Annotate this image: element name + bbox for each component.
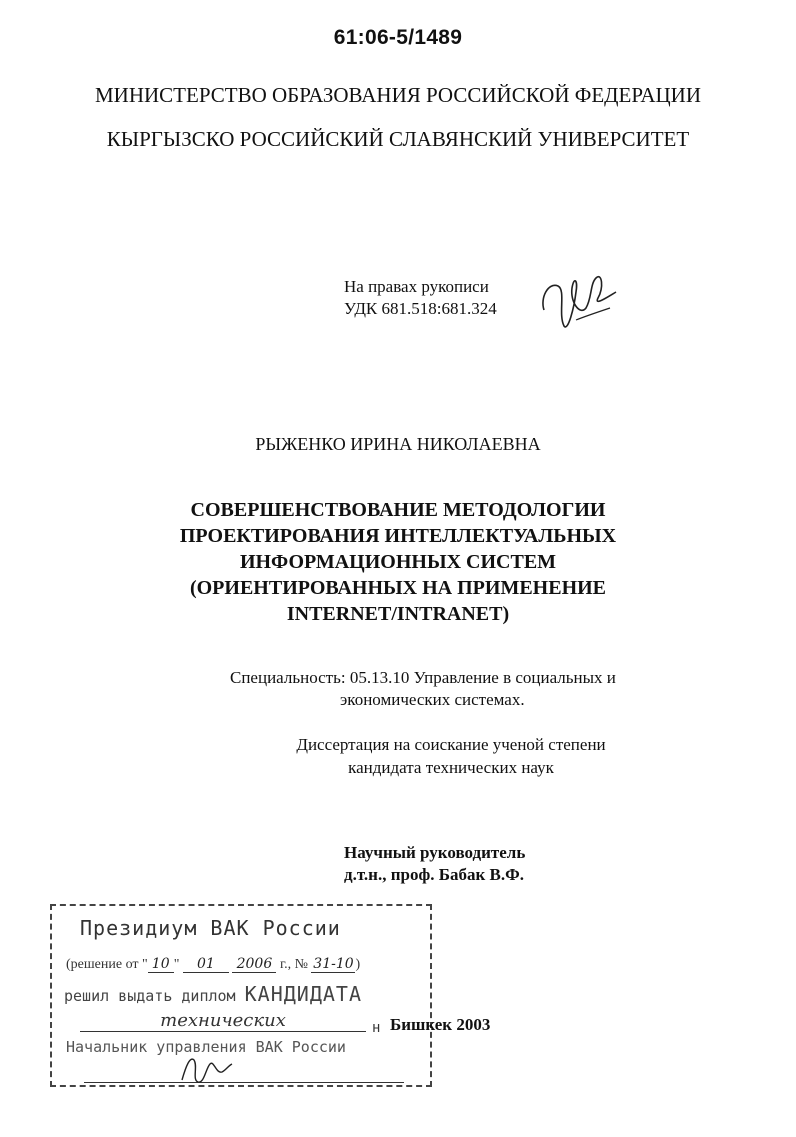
city-year: Бишкек 2003: [390, 1015, 491, 1034]
decision-day: 10: [148, 956, 174, 973]
manuscript-rights: [344, 276, 497, 320]
vak-stamp: [50, 904, 432, 1087]
grant-prefix: решил выдать диплом: [64, 987, 236, 1005]
title-line: INTERNET/INTRANET): [286, 603, 510, 625]
degree-line: кандидата технических наук: [348, 758, 554, 777]
stamp-head: Начальник управления ВАК России: [66, 1038, 346, 1056]
udc-code: УДК 681.518:681.324: [344, 299, 497, 318]
decision-month: 01: [183, 956, 229, 973]
document-code: 61:06-5/1489: [333, 26, 463, 49]
stamp-decision: (решение от " 10 " 01 2006 г., № 31-10 ): [66, 956, 361, 972]
rights-label: На правах рукописи: [344, 277, 489, 296]
stamp-field-suffix: н: [372, 1020, 381, 1036]
stamp-signature-line: [84, 1082, 404, 1083]
scientific-advisor: [344, 842, 525, 886]
degree-statement: [276, 733, 626, 779]
stamp-signature: [176, 1050, 236, 1090]
specialty: [230, 667, 670, 711]
specialty-line: Специальность: 05.13.10 Управление в социальных и: [230, 668, 616, 687]
advisor-name: д.т.н., проф. Бабак В.Ф.: [344, 865, 524, 884]
stamp-grant: [64, 982, 362, 1006]
decision-number: 31-10: [313, 956, 354, 972]
decision-year-suffix: г., №: [279, 957, 308, 972]
title-line: СОВЕРШЕНСТВОВАНИЕ МЕТОДОЛОГИИ: [190, 499, 606, 521]
specialty-line: экономических системах.: [340, 690, 525, 709]
ministry-name: МИНИСТЕРСТВО ОБРАЗОВАНИЯ РОССИЙСКОЙ ФЕДЕРАЦИИ: [94, 83, 701, 107]
stamp-title: Президиум ВАК России: [80, 916, 341, 940]
decision-year: 2006: [232, 956, 276, 973]
dissertation-title: [0, 497, 796, 627]
title-line: ИНФОРМАЦИОННЫХ СИСТЕМ: [239, 551, 557, 573]
title-line: (ОРИЕНТИРОВАННЫХ НА ПРИМЕНЕНИЕ: [189, 577, 607, 599]
decision-prefix: (решение от ": [66, 957, 148, 972]
degree-line: Диссертация на соискание ученой степени: [296, 735, 606, 754]
university-name: КЫРГЫЗСКО РОССИЙСКИЙ СЛАВЯНСКИЙ УНИВЕРСИТЕТ: [106, 127, 690, 151]
author-signature: [536, 268, 626, 338]
author-name: РЫЖЕНКО ИРИНА НИКОЛАЕВНА: [255, 434, 541, 454]
grant-degree: КАНДИДАТА: [244, 982, 362, 1006]
stamp-field: технических: [80, 1010, 366, 1032]
advisor-label: Научный руководитель: [344, 843, 526, 862]
title-line: ПРОЕКТИРОВАНИЯ ИНТЕЛЛЕКТУАЛЬНЫХ: [179, 525, 617, 547]
